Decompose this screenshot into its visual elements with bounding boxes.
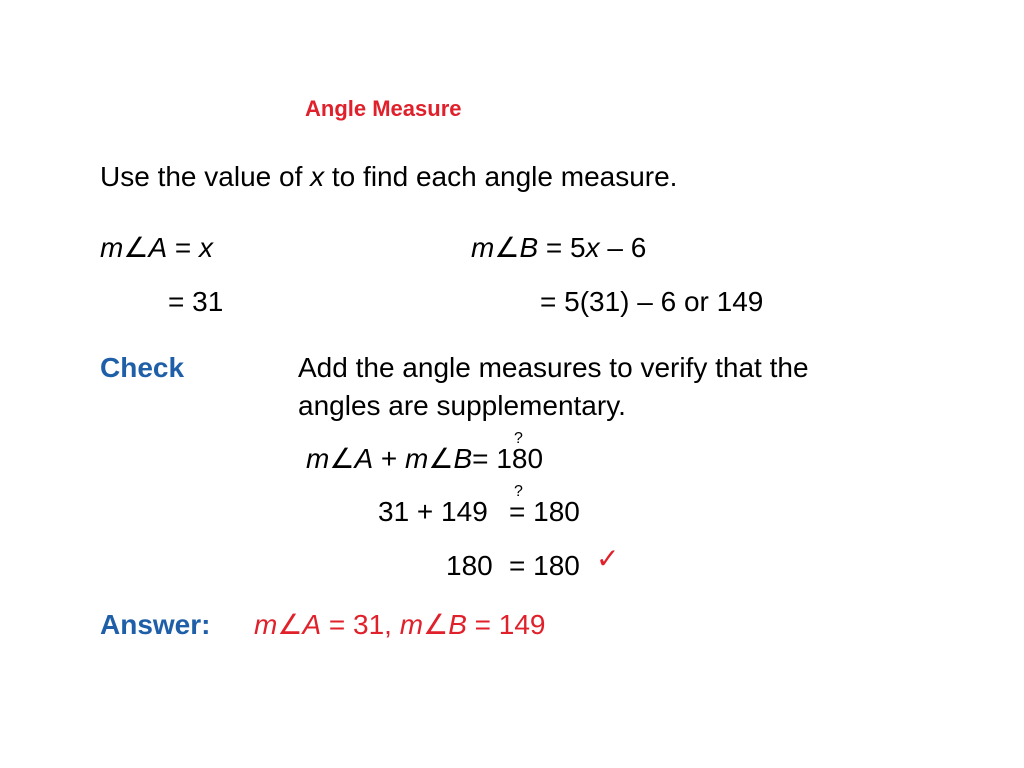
check-text-line2: angles are supplementary. [298,390,626,421]
check-step-1 [306,442,543,476]
check-step-2-rhs: = 180 [509,496,580,527]
angle-letter-a: A [302,609,322,640]
check-step-2-lhs: 31 + 149 [378,496,488,527]
answer-label: Answer: [100,609,211,640]
question-mark-2: ? [514,483,523,500]
checkmark-icon: ✓ [596,543,620,574]
variable-x: x [199,232,214,263]
instruction-text [100,160,677,194]
angle-b-value: = 149 [466,609,546,640]
angle-b-result: = 5(31) – 6 or 149 [540,286,764,317]
angle-a-result: = 31 [168,286,224,317]
angle-letter-b: B [519,232,539,263]
angle-b-equation [471,231,646,265]
measure-symbol: m [405,443,429,474]
measure-symbol: m [399,609,424,640]
instruction-variable: x [310,161,325,192]
angle-a-value: = 31, [321,609,400,640]
angle-letter-b: B [448,609,467,640]
question-mark-1: ? [514,430,523,447]
check-step-3-lhs: 180 [446,550,493,581]
minus-six: – 6 [599,232,647,263]
equals-sign: = [472,443,497,474]
sum-value: 180 [496,443,544,474]
measure-symbol: m [471,232,495,263]
equals-coefficient: = 5 [538,232,586,263]
angle-letter-a: A [354,443,374,474]
angle-icon: ∠ [277,609,303,640]
measure-symbol: m [306,443,330,474]
angle-icon: ∠ [428,443,454,474]
check-label: Check [100,352,185,383]
angle-icon: ∠ [123,232,149,263]
angle-icon: ∠ [423,609,449,640]
page-title: Angle Measure [305,96,462,121]
answer-value [254,608,546,642]
angle-a-equation [100,231,213,265]
instruction-suffix: to find each angle measure. [324,161,678,192]
plus-sign: + [373,443,406,474]
angle-letter-a: A [148,232,168,263]
instruction-prefix: Use the value of [100,161,311,192]
angle-icon: ∠ [494,232,520,263]
variable-x: x [585,232,600,263]
measure-symbol: m [254,609,278,640]
angle-letter-b: B [453,443,473,474]
angle-icon: ∠ [329,443,355,474]
measure-symbol: m [100,232,124,263]
check-text-line1: Add the angle measures to verify that the [298,352,809,383]
equals-sign: = [167,232,200,263]
check-step-3-rhs: = 180 [509,550,580,581]
